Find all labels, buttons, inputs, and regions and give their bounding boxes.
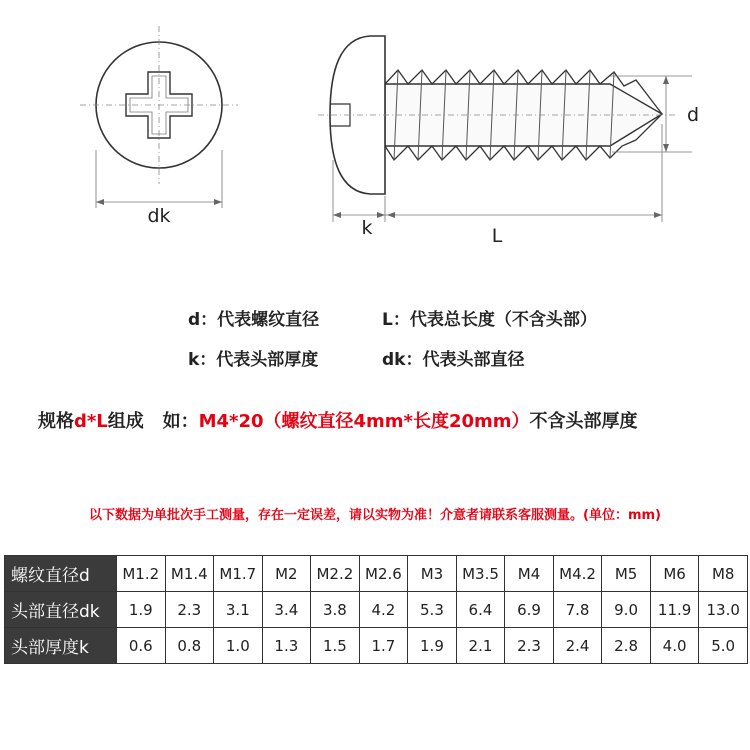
table-cell: M3.5 [456, 556, 505, 592]
spec-middle: 组成 如： [107, 411, 199, 432]
legend-k: k：代表头部厚度 [188, 350, 319, 370]
table-cell: M3 [408, 556, 457, 592]
table-cell: 9.0 [602, 592, 651, 628]
spec-prefix: 规格 [38, 411, 74, 432]
table-cell: M8 [699, 556, 748, 592]
table-row [5, 556, 748, 592]
legend-L: L：代表总长度（不含头部） [382, 310, 597, 330]
table-cell: M2.2 [311, 556, 360, 592]
k-label: k [361, 217, 373, 239]
dk-label: dk [147, 205, 171, 227]
table-cell: M2 [262, 556, 311, 592]
table-row [5, 592, 748, 628]
table-cell: 1.9 [408, 628, 457, 664]
table-cell: 3.1 [214, 592, 263, 628]
screw-head-top-view [80, 26, 238, 184]
table-cell: M2.6 [359, 556, 408, 592]
screw-side-view [318, 36, 675, 194]
table-cell: 0.6 [117, 628, 166, 664]
table-cell: M1.2 [117, 556, 166, 592]
table-cell: 5.0 [699, 628, 748, 664]
legend-dk: dk：代表头部直径 [382, 350, 525, 370]
table-row [5, 628, 748, 664]
table-cell: 2.1 [456, 628, 505, 664]
spec-suffix: 不含头部厚度 [529, 411, 638, 432]
table-cell: 3.4 [262, 592, 311, 628]
table-cell: 1.7 [359, 628, 408, 664]
table-cell: M6 [650, 556, 699, 592]
row-label: 头部直径dk [5, 592, 117, 628]
size-table [4, 555, 748, 664]
table-cell: M1.7 [214, 556, 263, 592]
row-label: 头部厚度k [5, 628, 117, 664]
measurement-note: 以下数据为单批次手工测量，存在一定误差，请以实物为准！介意者请联系客服测量。(单位：mm) [89, 508, 661, 523]
table-cell: M4.2 [553, 556, 602, 592]
table-cell: 2.4 [553, 628, 602, 664]
table-cell: 1.3 [262, 628, 311, 664]
table-cell: 2.3 [165, 592, 214, 628]
table-cell: M4 [505, 556, 554, 592]
spec-line [38, 407, 638, 433]
table-cell: 0.8 [165, 628, 214, 664]
table-cell: M5 [602, 556, 651, 592]
row-label: 螺纹直径d [5, 556, 117, 592]
table-cell: M1.4 [165, 556, 214, 592]
spec-example: M4*20（螺纹直径4mm*长度20mm） [198, 411, 530, 432]
L-label: L [491, 225, 503, 247]
table-cell: 4.0 [650, 628, 699, 664]
table-cell: 1.0 [214, 628, 263, 664]
table-cell: 6.4 [456, 592, 505, 628]
table-cell: 3.8 [311, 592, 360, 628]
legend-d: d：代表螺纹直径 [188, 310, 320, 330]
table-cell: 4.2 [359, 592, 408, 628]
table-cell: 1.9 [117, 592, 166, 628]
screw-technical-drawing [0, 0, 750, 290]
table-cell: 2.3 [505, 628, 554, 664]
table-cell: 5.3 [408, 592, 457, 628]
table-cell: 1.5 [311, 628, 360, 664]
table-cell: 7.8 [553, 592, 602, 628]
table-cell: 6.9 [505, 592, 554, 628]
table-cell: 11.9 [650, 592, 699, 628]
table-cell: 13.0 [699, 592, 748, 628]
table-cell: 2.8 [602, 628, 651, 664]
spec-formula: d*L [74, 411, 108, 432]
d-label: d [686, 104, 700, 126]
